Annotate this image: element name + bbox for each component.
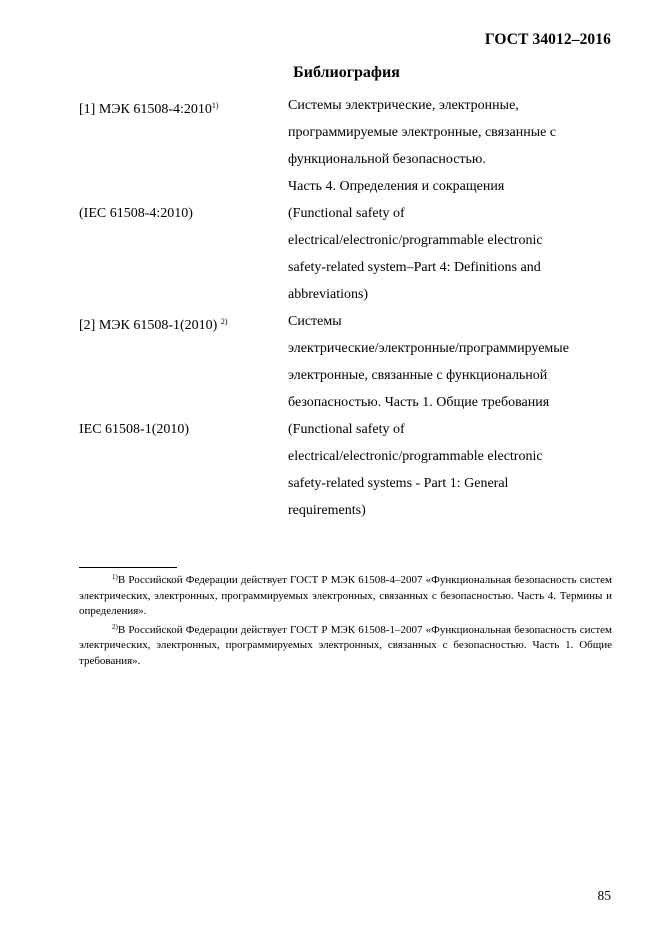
section-title: Библиография bbox=[293, 64, 400, 81]
entry-line: (Functional safety of bbox=[288, 422, 405, 437]
footnote-text: В Российской Федерации действует ГОСТ Р МЭК 61508-1–2007 «Функциональная безопасность систем электрических, электронных, программируемых электронных, связанных с безопасностью. Часть 1. Общие требования». bbox=[79, 623, 612, 667]
footnote-marker: 2) bbox=[112, 622, 118, 631]
bibliography-entry-1-english bbox=[79, 200, 609, 308]
entry-line: abbreviations) bbox=[288, 287, 369, 302]
entry-title-en bbox=[288, 416, 609, 524]
entry-title-ru bbox=[288, 92, 609, 200]
footnote-marker: 2) bbox=[220, 317, 228, 326]
entry-line: безопасностью. Часть 1. Общие требования bbox=[288, 395, 550, 410]
entry-line: электрические/электронные/программируемые bbox=[288, 341, 569, 356]
entry-line: (Functional safety of bbox=[288, 206, 405, 221]
entry-title-en bbox=[288, 200, 609, 308]
page-number: 85 bbox=[597, 888, 611, 903]
footnote-2 bbox=[79, 620, 612, 670]
entry-line: electrical/electronic/programmable electronic bbox=[288, 233, 543, 248]
entry-line: requirements) bbox=[288, 503, 366, 518]
footnote-separator bbox=[79, 567, 177, 568]
entry-line: Часть 4. Определения и сокращения bbox=[288, 179, 505, 194]
entry-line: safety-related system–Part 4: Definitions and bbox=[288, 260, 541, 275]
entry-ref-text: [2] МЭК 61508-1(2010) bbox=[79, 318, 218, 333]
entry-ref-text: [1] МЭК 61508-4:2010 bbox=[79, 102, 212, 117]
bibliography-entry-2-english bbox=[79, 416, 609, 524]
footnote-text: В Российской Федерации действует ГОСТ Р МЭК 61508-4–2007 «Функциональная безопасность систем электрических, электронных, программируемых электронных, связанных с безопасностью. Часть 4. Термины и определения». bbox=[79, 574, 612, 617]
entry-line: программируемые электронные, связанные с bbox=[288, 125, 557, 140]
entry-line: Системы электрические, электронные, bbox=[288, 98, 519, 113]
entry-line: safety-related systems - Part 1: General bbox=[288, 476, 509, 491]
entry-alt-reference: (IEC 61508-4:2010) bbox=[79, 206, 193, 221]
entry-reference bbox=[79, 92, 288, 200]
entry-title-ru bbox=[288, 308, 609, 416]
bibliography-entry-2 bbox=[79, 308, 609, 416]
footnote-marker: 1) bbox=[112, 573, 118, 581]
entry-line: функциональной безопасностью. bbox=[288, 152, 486, 167]
bibliography-list bbox=[79, 92, 609, 524]
entry-reference bbox=[79, 308, 288, 416]
entry-line: Системы bbox=[288, 314, 342, 329]
footnote-marker: 1) bbox=[211, 101, 219, 110]
entry-alt-reference: IEC 61508-1(2010) bbox=[79, 422, 190, 437]
footnote-1 bbox=[79, 570, 612, 620]
entry-line: electrical/electronic/programmable electronic bbox=[288, 449, 543, 464]
bibliography-entry-1 bbox=[79, 92, 609, 200]
entry-line: электронные, связанные с функциональной bbox=[288, 368, 548, 383]
footnotes bbox=[79, 570, 612, 669]
document-header: ГОСТ 34012–2016 bbox=[484, 31, 611, 48]
